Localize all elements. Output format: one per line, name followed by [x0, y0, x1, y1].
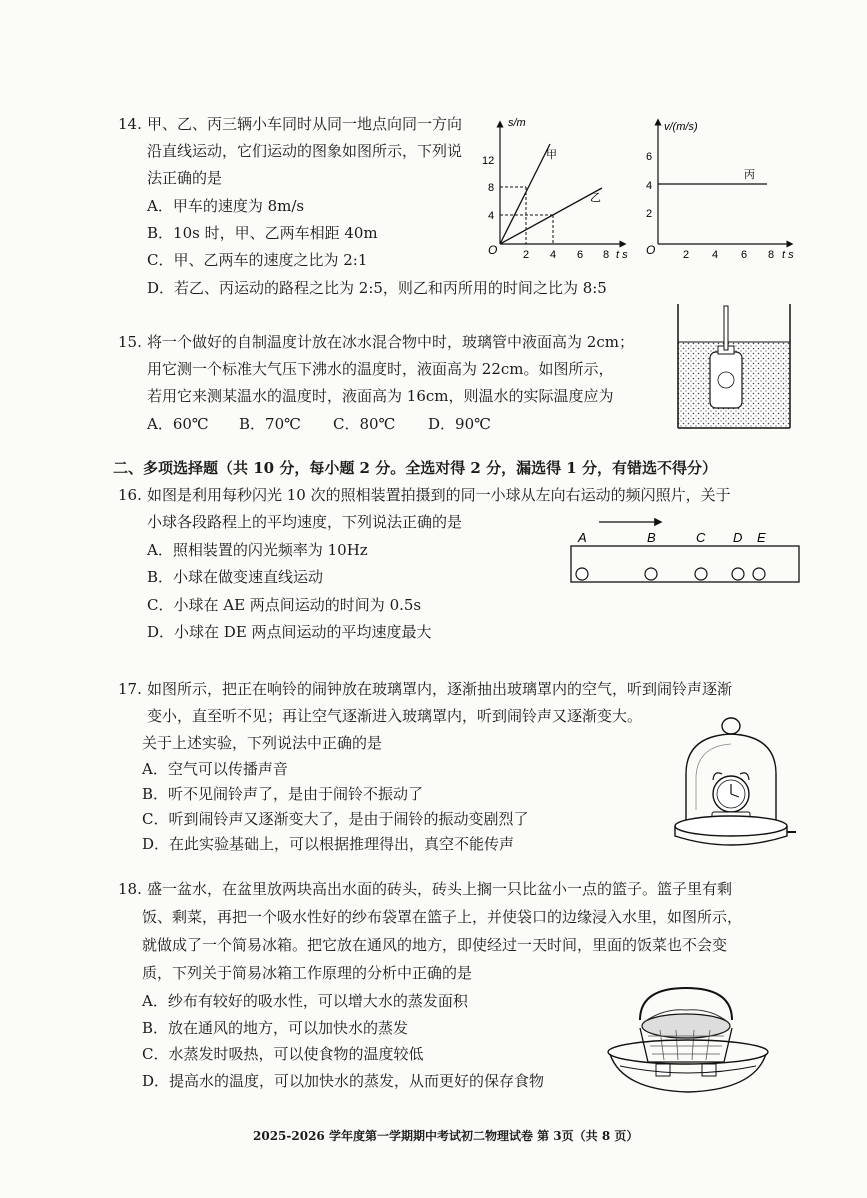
- q18-option-b: B．放在通风的地方，可以加快水的蒸发: [142, 1019, 409, 1037]
- q18-option-c: C．水蒸发时吸热，可以使食物的温度较低: [142, 1045, 424, 1063]
- st-ytick: 4: [488, 210, 495, 222]
- st-graph: [478, 112, 628, 262]
- q14-number: 14.: [118, 115, 142, 133]
- st-x-label: t s: [616, 249, 628, 261]
- q15-option-b: B．70℃: [239, 415, 301, 433]
- q18-number: 18.: [118, 880, 142, 898]
- q15-option-a: A．60℃: [147, 415, 209, 433]
- st-label-jia: 甲: [546, 149, 557, 161]
- ball-d: [732, 568, 744, 580]
- bell-jar-figure: [668, 714, 798, 860]
- jar-knob: [722, 718, 740, 734]
- q16-stem-line: 小球各段路程上的平均速度，下列说法正确的是: [147, 513, 463, 531]
- vt-xtick: 8: [768, 249, 775, 261]
- vt-label-bing: 丙: [744, 169, 755, 181]
- st-xtick: 8: [603, 249, 610, 261]
- q17-stem-line: 变小，直至听不见；再让空气逐渐进入玻璃罩内，听到闹铃声又逐渐变大。: [147, 707, 643, 725]
- q15-stem-line: 将一个做好的自制温度计放在冰水混合物中时，玻璃管中液面高为 2cm；: [147, 333, 634, 351]
- q18-option-a: A．纱布有较好的吸水性，可以增大水的蒸发面积: [142, 992, 468, 1010]
- q17-option-b: B．听不见闹铃声了，是由于闹铃不振动了: [142, 785, 424, 803]
- q16-number: 16.: [118, 486, 142, 504]
- water-line: [620, 1066, 756, 1073]
- q18-option-d: D．提高水的温度，可以加快水的蒸发，从而更好的保存食物: [142, 1072, 545, 1090]
- q15-stem-line: 若用它来测某温水的温度时，液面高为 16cm，则温水的实际温度应为: [147, 387, 614, 405]
- q16-option-a: A．照相装置的闪光频率为 10Hz: [147, 541, 368, 559]
- q17-number: 17.: [118, 680, 142, 698]
- q17-option-a: A．空气可以传播声音: [142, 760, 288, 778]
- q16-option-c: C．小球在 AE 两点间运动的时间为 0.5s: [147, 596, 422, 614]
- st-label-yi: 乙: [590, 192, 601, 204]
- q14-stem-line: 甲、乙、丙三辆小车同时从同一地点向同一方向: [147, 115, 463, 133]
- q16-option-b: B．小球在做变速直线运动: [147, 568, 324, 586]
- q17-stem-line: 如图所示，把正在响铃的闹钟放在玻璃罩内，逐渐抽出玻璃罩内的空气，听到闹铃声逐渐: [147, 680, 733, 698]
- ball-b: [645, 568, 657, 580]
- q14-option-d: D．若乙、丙运动的路程之比为 2:5，则乙和丙所用的时间之比为 8:5: [147, 279, 607, 297]
- basin-rim: [608, 1040, 768, 1064]
- q16-option-d: D．小球在 DE 两点间运动的平均速度最大: [147, 623, 432, 641]
- vt-xtick: 2: [683, 249, 690, 261]
- q15-stem-line: 用它测一个标准大气压下沸水的温度时，液面高为 22cm。如图所示，: [147, 360, 614, 378]
- st-xtick: 4: [550, 249, 557, 261]
- vt-ytick: 4: [646, 180, 653, 192]
- brick-right: [702, 1064, 716, 1076]
- strobe-figure: [565, 510, 805, 590]
- ball-a: [576, 568, 588, 580]
- q14-option-b: B．10s 时，甲、乙两车相距 40m: [147, 224, 378, 242]
- q15-option-c: C．80℃: [333, 415, 396, 433]
- page-footer: 2025-2026 学年度第一学期期中考试初二物理试卷 第 3页（共 8 页）: [253, 1129, 639, 1143]
- point-label-c: C: [696, 530, 706, 545]
- ball-c: [695, 568, 707, 580]
- q18-stem-line: 就做成了一个简易冰箱。把它放在通风的地方，即使经过一天时间，里面的饭菜也不会变: [142, 936, 728, 954]
- q17-stem-line: 关于上述实验，下列说法中正确的是: [142, 734, 383, 752]
- st-origin: O: [488, 243, 498, 257]
- vt-y-label: v/(m/s): [664, 121, 698, 133]
- st-xtick: 6: [577, 249, 584, 261]
- vt-xtick: 6: [741, 249, 748, 261]
- st-line-yi: [500, 188, 602, 244]
- point-label-a: A: [578, 530, 587, 545]
- q15-number: 15.: [118, 333, 142, 351]
- section-heading: 二、多项选择题（共 10 分，每小题 2 分。全选对得 2 分，漏选得 1 分，有错选不得分）: [113, 459, 717, 477]
- jar-base-top: [675, 816, 787, 836]
- q14-stem-line: 法正确的是: [147, 169, 223, 187]
- q18-stem-line: 盛一盆水，在盆里放两块高出水面的砖头，砖头上搁一只比盆小一点的篮子。篮子里有剩: [147, 880, 733, 898]
- basket-weave: [648, 1036, 724, 1054]
- ball-e: [753, 568, 765, 580]
- vt-graph: [640, 112, 805, 262]
- thermometer-figure: [672, 302, 794, 430]
- vt-ytick: 6: [646, 151, 653, 163]
- st-ytick: 8: [488, 182, 495, 194]
- q16-stem-line: 如图是利用每秒闪光 10 次的照相装置拍摄到的同一小球从左向右运动的频闪照片，关于: [147, 486, 731, 504]
- st-y-label: s/m: [508, 117, 526, 129]
- point-label-d: D: [733, 530, 743, 545]
- vt-xtick: 4: [712, 249, 719, 261]
- q14-stem-line: 沿直线运动，它们运动的图象如图所示，下列说: [147, 142, 463, 160]
- vt-x-label: t s: [782, 249, 794, 261]
- q14-option-c: C．甲、乙两车的速度之比为 2:1: [147, 251, 368, 269]
- vt-origin: O: [646, 243, 656, 257]
- flask: [710, 352, 742, 408]
- fridge-figure: [604, 980, 772, 1098]
- point-label-e: E: [757, 530, 766, 545]
- st-xtick: 2: [523, 249, 530, 261]
- q17-option-c: C．听到闹铃声又逐渐变大了，是由于闹铃的振动变剧烈了: [142, 810, 529, 828]
- point-label-b: B: [647, 530, 656, 545]
- st-line-jia: [500, 144, 550, 244]
- glass-tube: [724, 306, 728, 350]
- q14-option-a: A．甲车的速度为 8m/s: [147, 197, 305, 215]
- q15-option-d: D．90℃: [428, 415, 491, 433]
- st-ytick: 12: [482, 155, 495, 167]
- q18-stem-line: 饭、剩菜，再把一个吸水性好的纱布袋罩在篮子上，并使袋口的边缘浸入水里，如图所示，: [142, 908, 743, 926]
- q18-stem-line: 质，下列关于简易冰箱工作原理的分析中正确的是: [142, 964, 473, 982]
- food: [642, 1014, 730, 1038]
- brick-left: [656, 1064, 670, 1076]
- vt-ytick: 2: [646, 208, 653, 220]
- q17-option-d: D．在此实验基础上，可以根据推理得出，真空不能传声: [142, 835, 515, 853]
